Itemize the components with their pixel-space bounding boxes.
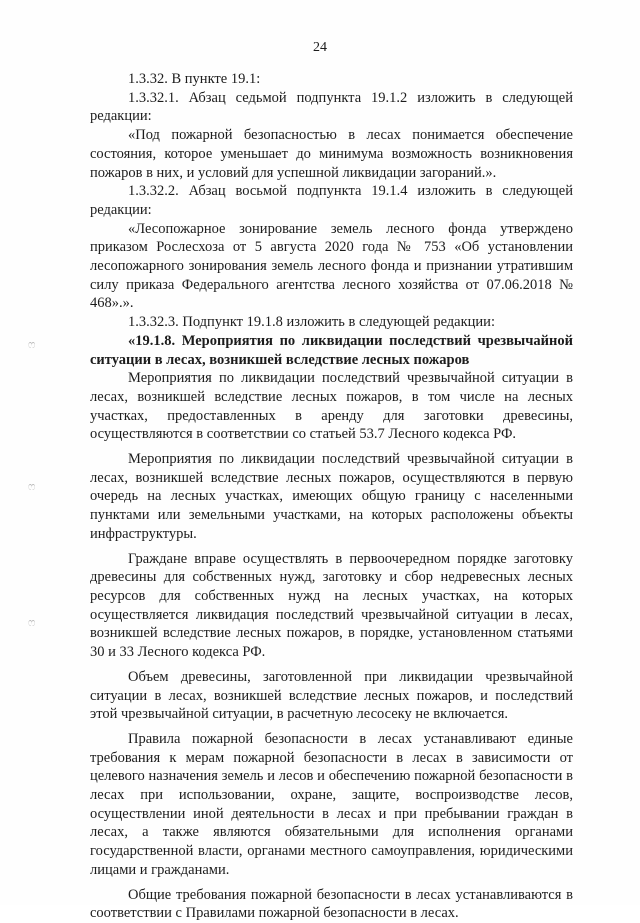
paragraph: 1.3.32.1. Абзац седьмой подпункта 19.1.2 изложить в следующей редакции: bbox=[90, 89, 573, 125]
page-number: 24 bbox=[313, 40, 327, 55]
paragraph: Правила пожарной безопасности в лесах устанавливают единые требования к мерам пожарной безопасности в лесах в зависимости от целевого назначения земель и лесов и обеспечению пожарной безопасности в лесах при использовании, охране, защите, воспроизводстве лесов, осуществлении иной деятельности в лесах и при пребывании граждан в лесах, а также являются обязательными для исполнения органами государственной власти, органами местного самоуправления, юридическими лицами и гражданами. bbox=[90, 730, 573, 878]
paragraph: «Лесопожарное зонирование земель лесного фонда утверждено приказом Рослесхоза от 5 августа 2020 года № 753 «Об установлении лесопожарного зонирования земель лесного фонда и признании утратившим силу приказа Федерального агентства лесного хозяйства от 07.06.2018 № 468».». bbox=[90, 220, 573, 312]
document-body bbox=[90, 70, 573, 923]
paragraph: «Под пожарной безопасностью в лесах понимается обеспечение состояния, которое уменьшает до минимума возможность возникновения пожаров в них, и условий для успешной ликвидации загораний.». bbox=[90, 127, 573, 181]
paragraph: Объем древесины, заготовленной при ликвидации чрезвычайной ситуации в лесах, возникшей вследствие лесных пожаров, и последствий этой чрезвычайной ситуации, в расчетную лесосеку не включается. bbox=[90, 668, 573, 723]
paragraph: 1.3.32. В пункте 19.1: bbox=[128, 71, 261, 87]
paragraph: Мероприятия по ликвидации последствий чрезвычайной ситуации в лесах, возникшей вследствие лесных пожаров, в том числе на лесных участках, предоставленных в аренду для заготовки древесины, осуществляются в соответствии со статьей 53.7 Лесного кодекса РФ. bbox=[90, 370, 573, 443]
paragraph: 1.3.32.3. Подпункт 19.1.8 изложить в следующей редакции: bbox=[128, 314, 495, 331]
paragraph: Общие требования пожарной безопасности в лесах устанавливаются в соответствии с Правилами пожарной безопасности в лесах. bbox=[90, 886, 573, 922]
margin-scan-mark: ෆ bbox=[28, 481, 36, 493]
paragraph: 1.3.32.2. Абзац восьмой подпункта 19.1.4 изложить в следующей редакции: bbox=[90, 183, 573, 218]
section-heading: «19.1.8. Мероприятия по ликвидации последствий чрезвычайной ситуации в лесах, возникшей вследствие лесных пожаров bbox=[90, 332, 573, 368]
margin-scan-mark: ෆ bbox=[28, 617, 36, 629]
paragraph: Мероприятия по ликвидации последствий чрезвычайной ситуации в лесах, возникшей вследствие лесных пожаров, осуществляются в первую очередь на лесных участках, имеющих общую границу с населенными пунктами или земельными участками, на которых расположены объекты инфраструктуры. bbox=[90, 451, 573, 542]
margin-scan-mark: ෆ bbox=[28, 339, 36, 351]
paragraph: Граждане вправе осуществлять в первоочередном порядке заготовку древесины для собственных нужд, заготовку и сбор недревесных лесных ресурсов для собственных нужд на лесных участках, на которых осуществляется ликвидация последствий чрезвычайной ситуации в лесах, возникшей вследствие лесных пожаров, в порядке, установленном статьями 30 и 33 Лесного кодекса РФ. bbox=[90, 550, 573, 661]
